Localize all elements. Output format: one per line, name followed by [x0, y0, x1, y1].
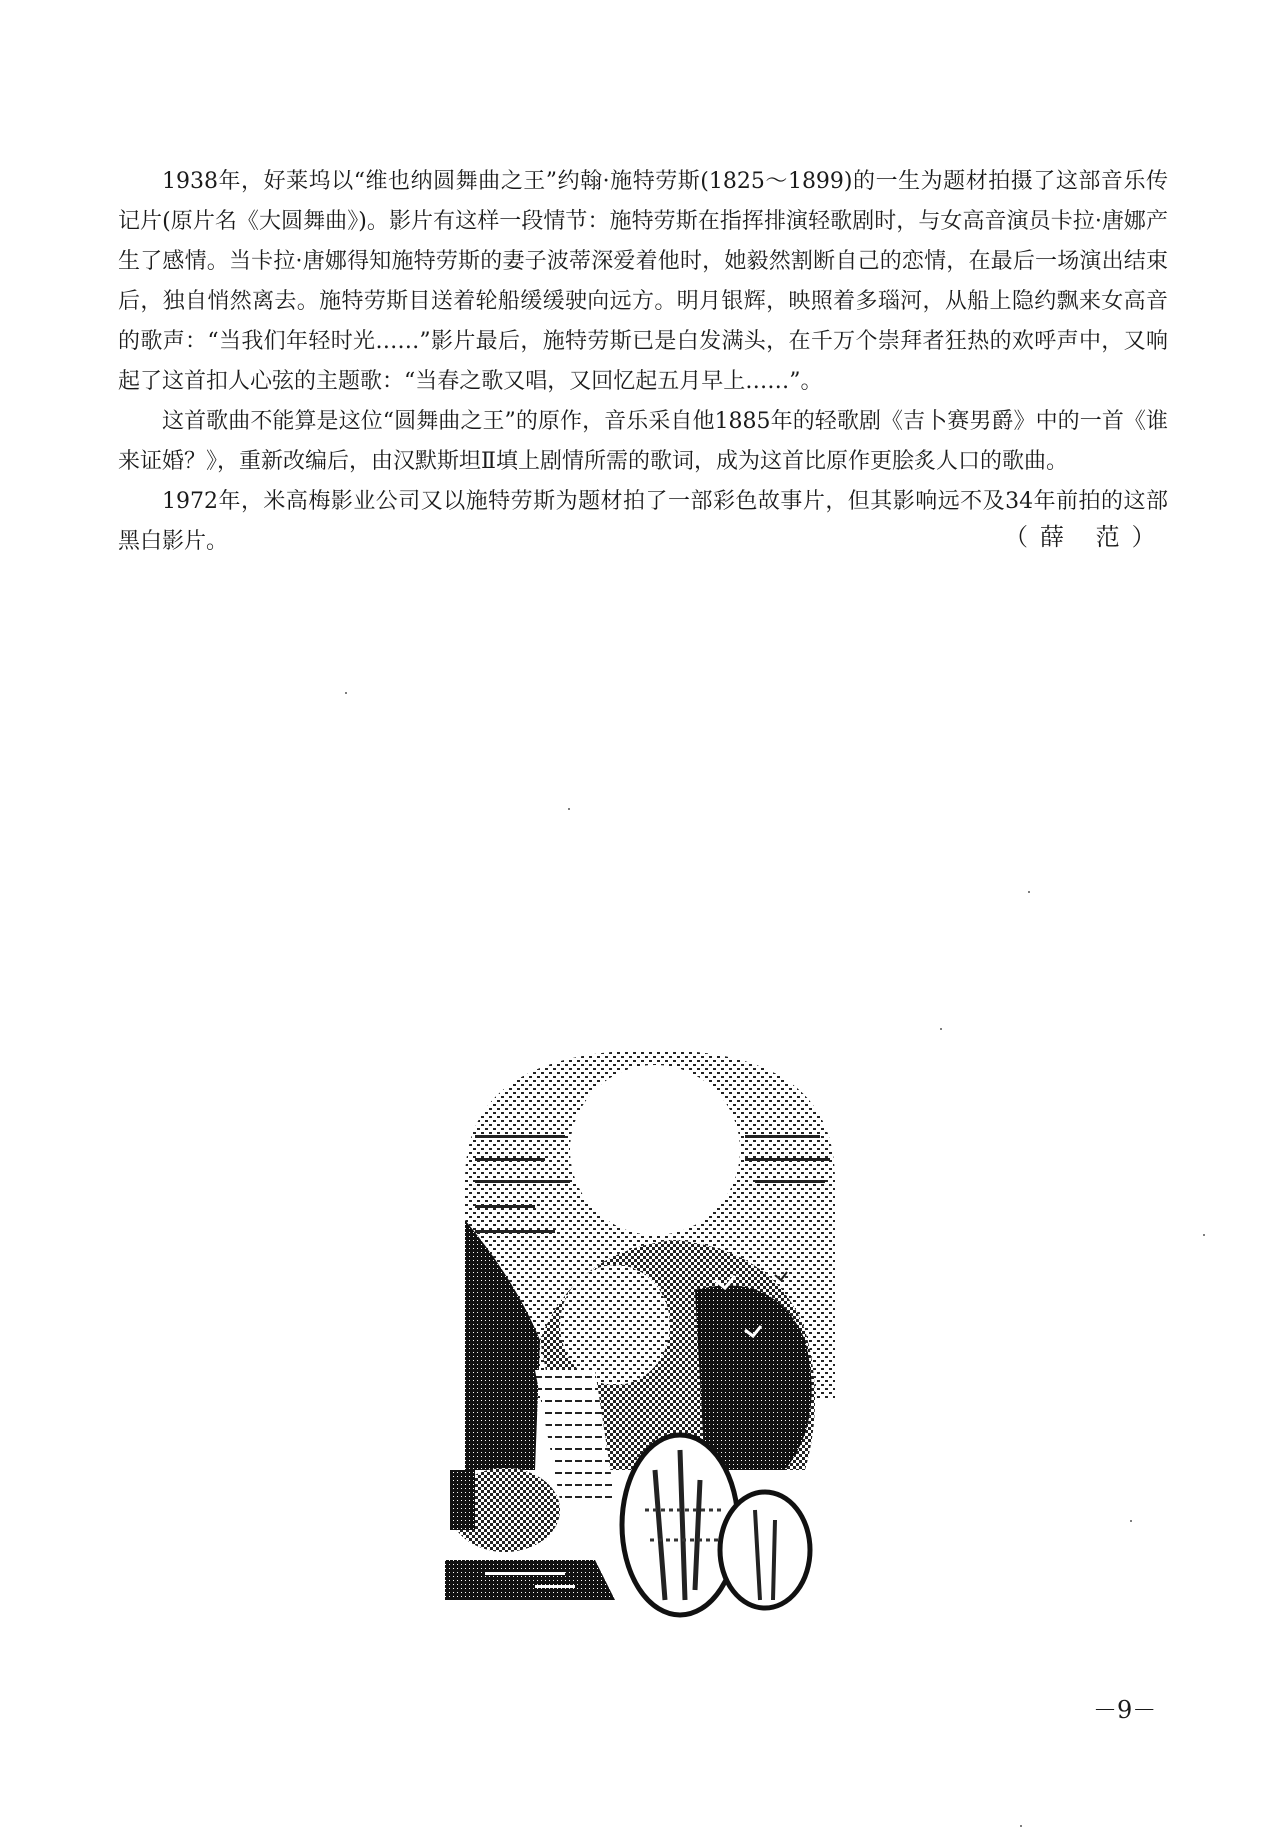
article-body [118, 162, 1168, 562]
paragraph-2: 这首歌曲不能算是这位“圆舞曲之王”的原作，音乐采自他1885年的轻歌剧《吉卜赛男爵》中的一首《谁来证婚？》，重新改编后，由汉默斯坦Ⅱ填上剧情所需的歌词，成为这首比原作更脍炙人口的歌曲。 [118, 409, 1168, 474]
scan-speck [940, 1028, 942, 1030]
illustration-image [445, 1040, 895, 1620]
scan-speck [1130, 1520, 1132, 1522]
scan-speck [568, 808, 570, 810]
author-signature: （薛 范） [1004, 523, 1168, 551]
tree-canopy [560, 1265, 670, 1385]
page-number: －9－ [1093, 1696, 1157, 1724]
scan-speck [345, 692, 347, 694]
paragraph-3: 1972年，米高梅影业公司又以施特劳斯为题材拍了一部彩色故事片，但其影响远不及34年前拍的这部黑白影片。 [118, 489, 1168, 554]
scan-speck [1028, 891, 1030, 893]
moon-shape [570, 1065, 740, 1235]
paragraph-1: 1938年，好莱坞以“维也纳圆舞曲之王”约翰·施特劳斯(1825～1899)的一生为题材拍摄了这部音乐传记片(原片名《大圆舞曲》)。影片有这样一段情节：施特劳斯在指挥排演轻歌剧时，与女高音演员卡拉·唐娜产生了感情。当卡拉·唐娜得知施特劳斯的妻子波蒂深爱着他时，她毅然割断自己的恋情，在最后一场演出结束后，独自悄然离去。施特劳斯目送着轮船缓缓驶向远方。明月银辉，映照着多瑙河，从船上隐约飘来女高音的歌声：“当我们年轻时光……”影片最后，施特劳斯已是白发满头，在千万个崇拜者狂热的欢呼声中，又响起了这首扣人心弦的主题歌：“当春之歌又唱，又回忆起五月早上……”。 [118, 169, 1168, 394]
scan-speck [1203, 1234, 1205, 1236]
ground-shape [445, 1560, 615, 1600]
oval-tree-small [720, 1492, 810, 1608]
scan-speck [1020, 1825, 1022, 1827]
